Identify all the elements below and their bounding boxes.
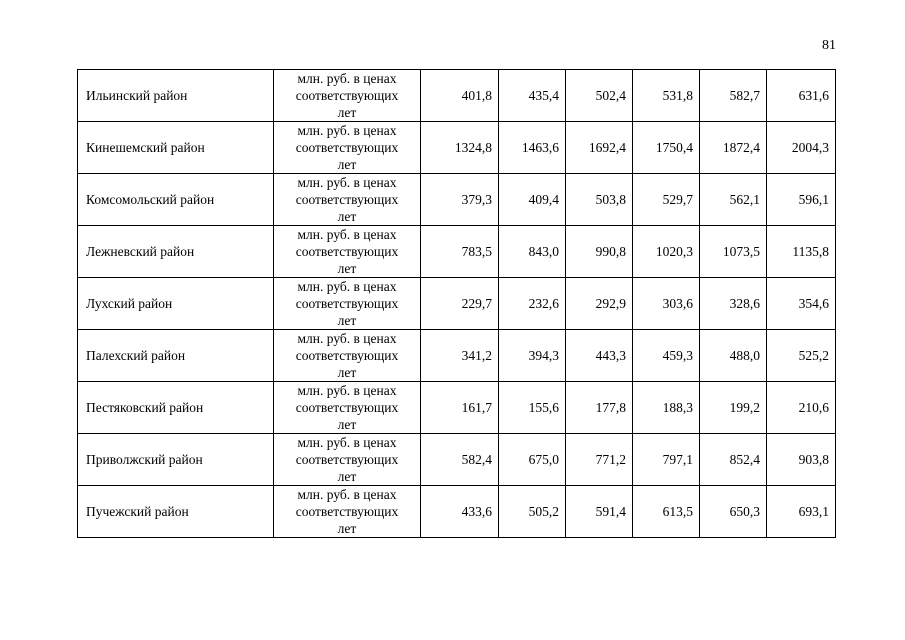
unit-cell: млн. руб. в ценах соответствующих лет: [274, 382, 421, 434]
value-text: 210,6: [798, 400, 829, 415]
unit-cell: млн. руб. в ценах соответствующих лет: [274, 434, 421, 486]
value-cell: [566, 174, 633, 226]
value-cell: [566, 434, 633, 486]
value-text: 379,3: [461, 192, 492, 207]
region-cell: Лухский район: [78, 278, 274, 330]
unit-cell: млн. руб. в ценах соответствующих лет: [274, 226, 421, 278]
value-cell: [633, 278, 700, 330]
value-cell: [499, 226, 566, 278]
value-text: 354,6: [798, 296, 829, 311]
value-text: 409,4: [528, 192, 559, 207]
value-cell: [633, 330, 700, 382]
value-cell: [700, 434, 767, 486]
value-cell: [767, 278, 836, 330]
value-cell: [566, 330, 633, 382]
value-cell: [421, 278, 499, 330]
value-text: 328,6: [729, 296, 760, 311]
value-cell: [767, 486, 836, 538]
value-text: 1135,8: [792, 244, 829, 259]
value-cell: [499, 486, 566, 538]
value-text: 613,5: [662, 504, 693, 519]
value-text: 155,6: [528, 400, 559, 415]
unit-cell: млн. руб. в ценах соответствующих лет: [274, 330, 421, 382]
table-row: [78, 486, 836, 538]
region-cell: Пучежский район: [78, 486, 274, 538]
region-cell: Ильинский район: [78, 70, 274, 122]
value-text: 292,9: [595, 296, 626, 311]
value-text: 596,1: [798, 192, 829, 207]
value-text: 525,2: [798, 348, 829, 363]
value-text: 177,8: [595, 400, 626, 415]
value-cell: [767, 226, 836, 278]
value-text: 631,6: [798, 88, 829, 103]
region-cell: Приволжский район: [78, 434, 274, 486]
value-cell: [700, 278, 767, 330]
value-cell: [633, 382, 700, 434]
value-text: 852,4: [729, 452, 760, 467]
value-cell: [767, 122, 836, 174]
value-text: 531,8: [662, 88, 693, 103]
value-cell: [421, 174, 499, 226]
value-text: 693,1: [798, 504, 829, 519]
value-text: 161,7: [461, 400, 492, 415]
region-cell: Лежневский район: [78, 226, 274, 278]
value-cell: [700, 122, 767, 174]
table-row: [78, 382, 836, 434]
value-cell: [499, 174, 566, 226]
value-cell: [633, 434, 700, 486]
value-cell: [767, 174, 836, 226]
value-text: 783,5: [461, 244, 492, 259]
value-cell: [566, 122, 633, 174]
value-text: 443,3: [595, 348, 626, 363]
region-cell: Комсомольский район: [78, 174, 274, 226]
value-text: 199,2: [729, 400, 760, 415]
page-number: 81: [822, 38, 836, 53]
value-text: 1324,8: [454, 140, 492, 155]
value-cell: [421, 486, 499, 538]
value-text: 341,2: [461, 348, 492, 363]
value-text: 582,7: [729, 88, 760, 103]
value-text: 582,4: [461, 452, 492, 467]
value-text: 1073,5: [722, 244, 760, 259]
value-cell: [633, 122, 700, 174]
value-cell: [421, 122, 499, 174]
value-cell: [566, 70, 633, 122]
value-cell: [566, 382, 633, 434]
value-text: 1872,4: [722, 140, 760, 155]
value-text: 529,7: [662, 192, 693, 207]
value-text: 394,3: [528, 348, 559, 363]
value-cell: [700, 226, 767, 278]
value-text: 771,2: [595, 452, 626, 467]
value-text: 303,6: [662, 296, 693, 311]
value-text: 435,4: [528, 88, 559, 103]
value-text: 505,2: [528, 504, 559, 519]
value-cell: [421, 382, 499, 434]
value-cell: [767, 434, 836, 486]
value-cell: [421, 226, 499, 278]
value-text: 675,0: [528, 452, 559, 467]
value-cell: [700, 382, 767, 434]
value-cell: [566, 226, 633, 278]
value-text: 591,4: [595, 504, 626, 519]
value-text: 433,6: [461, 504, 492, 519]
value-text: 502,4: [595, 88, 626, 103]
table-row: [78, 122, 836, 174]
value-text: 903,8: [798, 452, 829, 467]
value-cell: [499, 330, 566, 382]
region-cell: Палехский район: [78, 330, 274, 382]
value-cell: [421, 70, 499, 122]
unit-cell: млн. руб. в ценах соответствующих лет: [274, 278, 421, 330]
value-text: 188,3: [662, 400, 693, 415]
data-table: [77, 69, 836, 538]
table-row: [78, 174, 836, 226]
value-text: 797,1: [662, 452, 693, 467]
table-row: [78, 434, 836, 486]
value-cell: [566, 486, 633, 538]
value-text: 459,3: [662, 348, 693, 363]
value-text: 1020,3: [655, 244, 693, 259]
unit-cell: млн. руб. в ценах соответствующих лет: [274, 70, 421, 122]
region-cell: Кинешемский район: [78, 122, 274, 174]
value-text: 401,8: [461, 88, 492, 103]
value-cell: [767, 330, 836, 382]
value-text: 2004,3: [791, 140, 829, 155]
value-cell: [421, 434, 499, 486]
value-cell: [767, 382, 836, 434]
value-cell: [700, 174, 767, 226]
value-text: 843,0: [528, 244, 559, 259]
value-cell: [499, 382, 566, 434]
value-cell: [633, 486, 700, 538]
value-text: 1463,6: [521, 140, 559, 155]
table-row: [78, 70, 836, 122]
value-cell: [499, 70, 566, 122]
unit-cell: млн. руб. в ценах соответствующих лет: [274, 122, 421, 174]
table-row: [78, 330, 836, 382]
table-row: [78, 278, 836, 330]
table-body: [78, 70, 836, 538]
value-cell: [499, 434, 566, 486]
value-cell: [499, 122, 566, 174]
value-cell: [633, 174, 700, 226]
value-cell: [633, 226, 700, 278]
value-cell: [633, 70, 700, 122]
value-cell: [566, 278, 633, 330]
unit-cell: млн. руб. в ценах соответствующих лет: [274, 174, 421, 226]
value-text: 562,1: [729, 192, 760, 207]
unit-cell: млн. руб. в ценах соответствующих лет: [274, 486, 421, 538]
value-cell: [700, 486, 767, 538]
value-text: 1750,4: [655, 140, 693, 155]
value-cell: [499, 278, 566, 330]
value-cell: [421, 330, 499, 382]
value-cell: [767, 70, 836, 122]
value-text: 503,8: [595, 192, 626, 207]
value-cell: [700, 330, 767, 382]
region-cell: Пестяковский район: [78, 382, 274, 434]
value-text: 650,3: [729, 504, 760, 519]
value-text: 232,6: [528, 296, 559, 311]
value-text: 229,7: [461, 296, 492, 311]
value-text: 990,8: [595, 244, 626, 259]
value-text: 488,0: [729, 348, 760, 363]
table-row: [78, 226, 836, 278]
value-text: 1692,4: [588, 140, 626, 155]
value-cell: [700, 70, 767, 122]
